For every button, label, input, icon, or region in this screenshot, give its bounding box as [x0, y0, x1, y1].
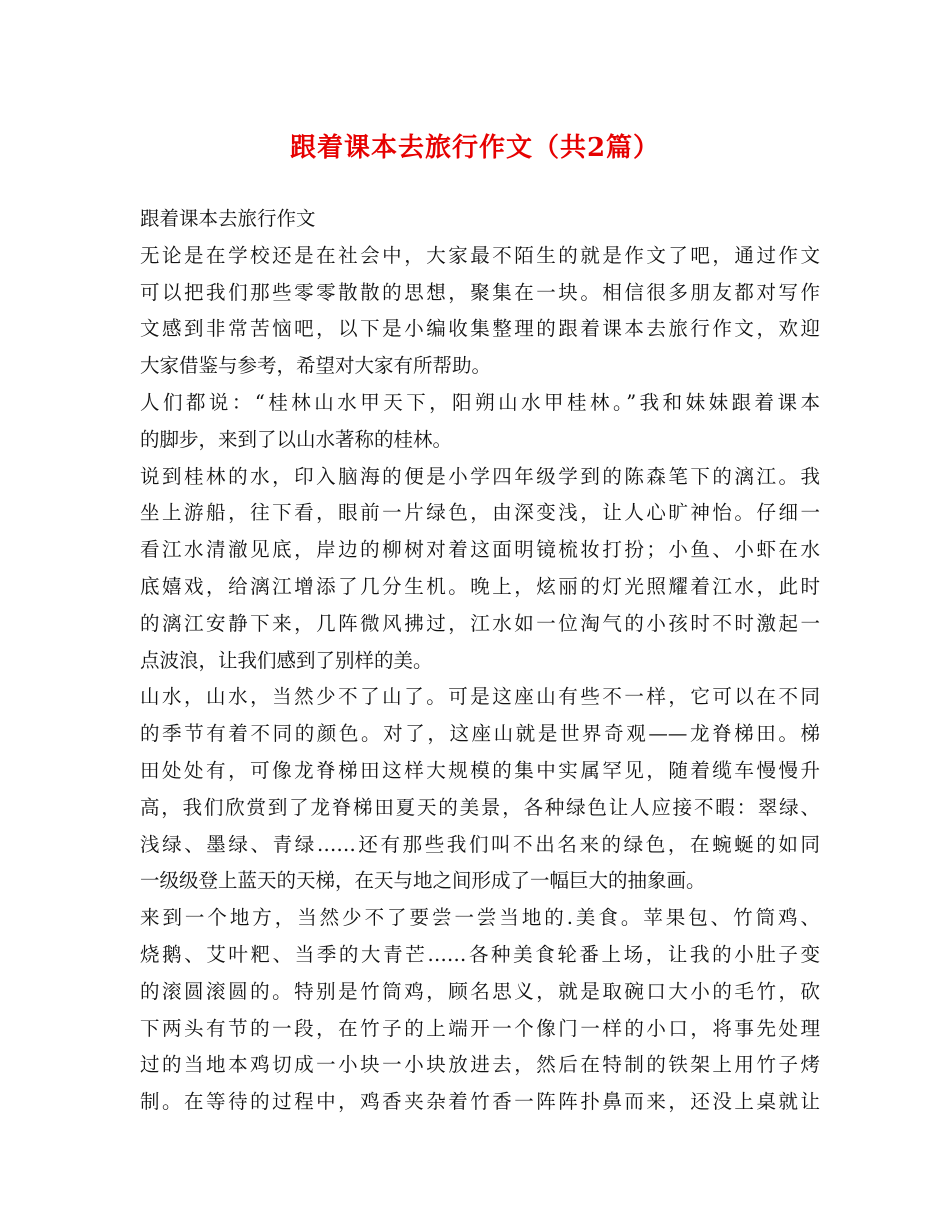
text-line: 的脚步，来到了以山水著称的桂林。	[140, 427, 453, 451]
text-line: 高，我们欣赏到了龙脊梯田夏天的美景，各种绿色让人应接不暇：翠绿、	[140, 795, 820, 819]
text-line: 文感到非常苦恼吧，以下是小编收集整理的跟着课本去旅行作文，欢迎	[140, 317, 820, 341]
text-line: 可以把我们那些零零散散的思想，聚集在一块。相信很多朋友都对写作	[140, 280, 820, 304]
text-line: 人们都说：“桂林山水甲天下，阳朔山水甲桂林。”我和妹妹跟着课本	[140, 390, 820, 414]
text-line: 说到桂林的水，印入脑海的便是小学四年级学到的陈森笔下的漓江。我	[140, 464, 820, 488]
text-line: 下两头有节的一段，在竹子的上端开一个像门一样的小口，将事先处理	[140, 1016, 820, 1040]
text-line: 大家借鉴与参考，希望对大家有所帮助。	[140, 354, 492, 378]
text-line: 一级级登上蓝天的天梯，在天与地之间形成了一幅巨大的抽象画。	[140, 869, 706, 893]
text-line: 过的当地本鸡切成一小块一小块放进去，然后在特制的铁架上用竹子烤	[140, 1053, 820, 1077]
text-line: 来到一个地方，当然少不了要尝一尝当地的.美食。苹果包、竹筒鸡、	[140, 906, 820, 930]
text-line: 的季节有着不同的颜色。对了，这座山就是世界奇观——龙脊梯田。梯	[140, 722, 820, 746]
text-line: 田处处有，可像龙脊梯田这样大规模的集中实属罕见，随着缆车慢慢升	[140, 758, 820, 782]
text-line: 浅绿、墨绿、青绿……还有那些我们叫不出名来的绿色，在蜿蜒的如同	[140, 832, 820, 856]
text-line: 看江水清澈见底，岸边的柳树对着这面明镜梳妆打扮；小鱼、小虾在水	[140, 538, 820, 562]
text-line: 跟着课本去旅行作文	[140, 207, 316, 230]
text-line: 无论是在学校还是在社会中，大家最不陌生的就是作文了吧，通过作文	[140, 243, 820, 267]
document-title: 跟着课本去旅行作文（共2篇）	[289, 133, 661, 163]
text-line: 山水，山水，当然少不了山了。可是这座山有些不一样，它可以在不同	[140, 685, 820, 709]
text-line: 的滚圆滚圆的。特别是竹筒鸡，顾名思义，就是取碗口大小的毛竹，砍	[140, 979, 820, 1003]
text-line: 烧鹅、艾叶粑、当季的大青芒……各种美食轮番上场，让我的小肚子变	[140, 942, 820, 966]
text-line: 的漓江安静下来，几阵微风拂过，江水如一位淘气的小孩时不时激起一	[140, 611, 820, 635]
text-line: 制。在等待的过程中，鸡香夹杂着竹香一阵阵扑鼻而来，还没上桌就让	[140, 1090, 820, 1114]
text-line: 坐上游船，往下看，眼前一片绿色，由深变浅，让人心旷神怡。仔细一	[140, 501, 820, 525]
text-line: 点波浪，让我们感到了别样的美。	[140, 648, 433, 672]
document-body	[140, 201, 820, 1121]
text-line: 底嬉戏，给漓江增添了几分生机。晚上，炫丽的灯光照耀着江水，此时	[140, 574, 820, 598]
